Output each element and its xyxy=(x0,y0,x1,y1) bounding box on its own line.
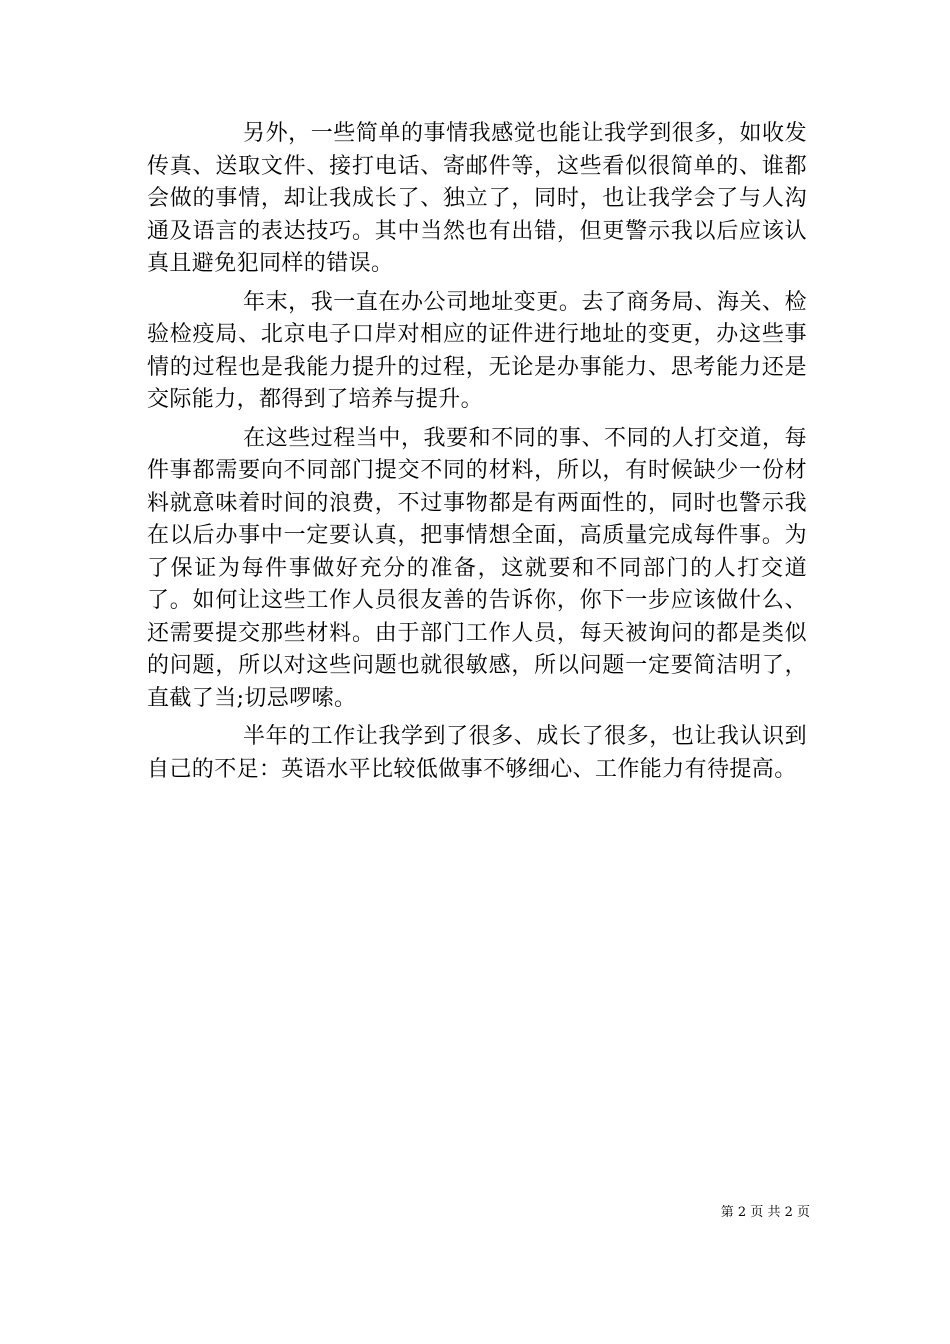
paragraph-3: 在这些过程当中，我要和不同的事、不同的人打交道，每件事都需要向不同部门提交不同的材料，所以，有时候缺少一份材料就意味着时间的浪费，不过事物都是有两面性的，同时也警示我在以后办事中一定要认真，把事情想全面，高质量完成每件事。为了保证为每件事做好充分的准备，这就要和不同部门的人打交道了。如何让这些工作人员很友善的告诉你，你下一步应该做什么、还需要提交那些材料。由于部门工作人员，每天被询问的都是类似的问题，所以对这些问题也就很敏感，所以问题一定要简洁明了，直截了当;切忌啰嗦。 xyxy=(147,425,807,711)
document-body xyxy=(147,118,807,792)
paragraph-4: 半年的工作让我学到了很多、成长了很多，也让我认识到自己的不足：英语水平比较低做事不够细心、工作能力有待提高。 xyxy=(147,724,807,782)
page-number-footer: 第 2 页 共 2 页 xyxy=(720,1205,810,1220)
paragraph-1: 另外，一些简单的事情我感觉也能让我学到很多，如收发传真、送取文件、接打电话、寄邮件等，这些看似很简单的、谁都会做的事情，却让我成长了、独立了，同时，也让我学会了与人沟通及语言的表达技巧。其中当然也有出错，但更警示我以后应该认真且避免犯同样的错误。 xyxy=(147,121,807,276)
paragraph-2: 年末，我一直在办公司地址变更。去了商务局、海关、检验检疫局、北京电子口岸对相应的证件进行地址的变更，办这些事情的过程也是我能力提升的过程，无论是办事能力、思考能力还是交际能力，都得到了培养与提升。 xyxy=(147,289,807,412)
